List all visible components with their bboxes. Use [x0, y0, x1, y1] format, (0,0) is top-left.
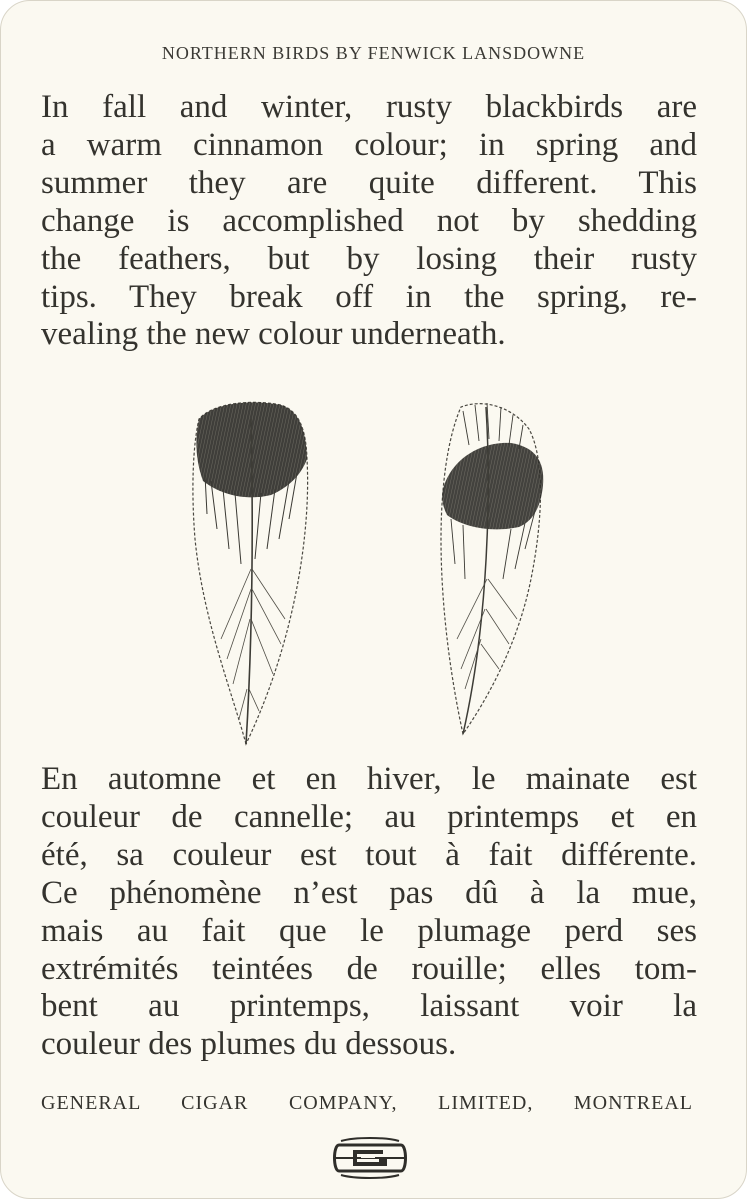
feather-rusty-tip-icon	[193, 402, 308, 744]
french-line: Ce phénomène n’est pas dû à la mue,	[41, 874, 697, 911]
french-line: été, sa couleur est tout à fait différente.	[41, 836, 697, 873]
feather-tip-worn-icon	[441, 403, 543, 734]
english-line: vealing the new colour underneath.	[41, 316, 506, 353]
english-paragraph	[41, 89, 697, 354]
feather-illustration	[151, 389, 591, 759]
english-line: change is accomplished not by shedding	[41, 202, 697, 239]
gc-monogram-icon	[331, 1135, 409, 1181]
english-line: summer they are quite different. This	[41, 164, 697, 201]
french-line: couleur de cannelle; au printemps et en	[41, 798, 697, 835]
french-line: mais au fait que le plumage perd ses	[41, 912, 697, 949]
card-footer: GENERAL CIGAR COMPANY, LIMITED, MONTREAL	[41, 1092, 693, 1114]
french-line: bent au printemps, laissant voir la	[41, 988, 697, 1025]
english-line: In fall and winter, rusty blackbirds are	[41, 89, 697, 125]
french-line: extrémités teintées de rouille; elles tom-	[41, 950, 697, 987]
english-line: a warm cinnamon colour; in spring and	[41, 126, 697, 163]
card-header: NORTHERN BIRDS BY FENWICK LANSDOWNE	[161, 43, 586, 63]
french-line: En automne et en hiver, le mainate est	[41, 761, 697, 797]
french-paragraph	[41, 761, 697, 1064]
french-line: couleur des plumes du dessous.	[41, 1026, 457, 1063]
english-line: tips. They break off in the spring, re-	[41, 278, 697, 315]
english-line: the feathers, but by losing their rusty	[41, 240, 697, 277]
